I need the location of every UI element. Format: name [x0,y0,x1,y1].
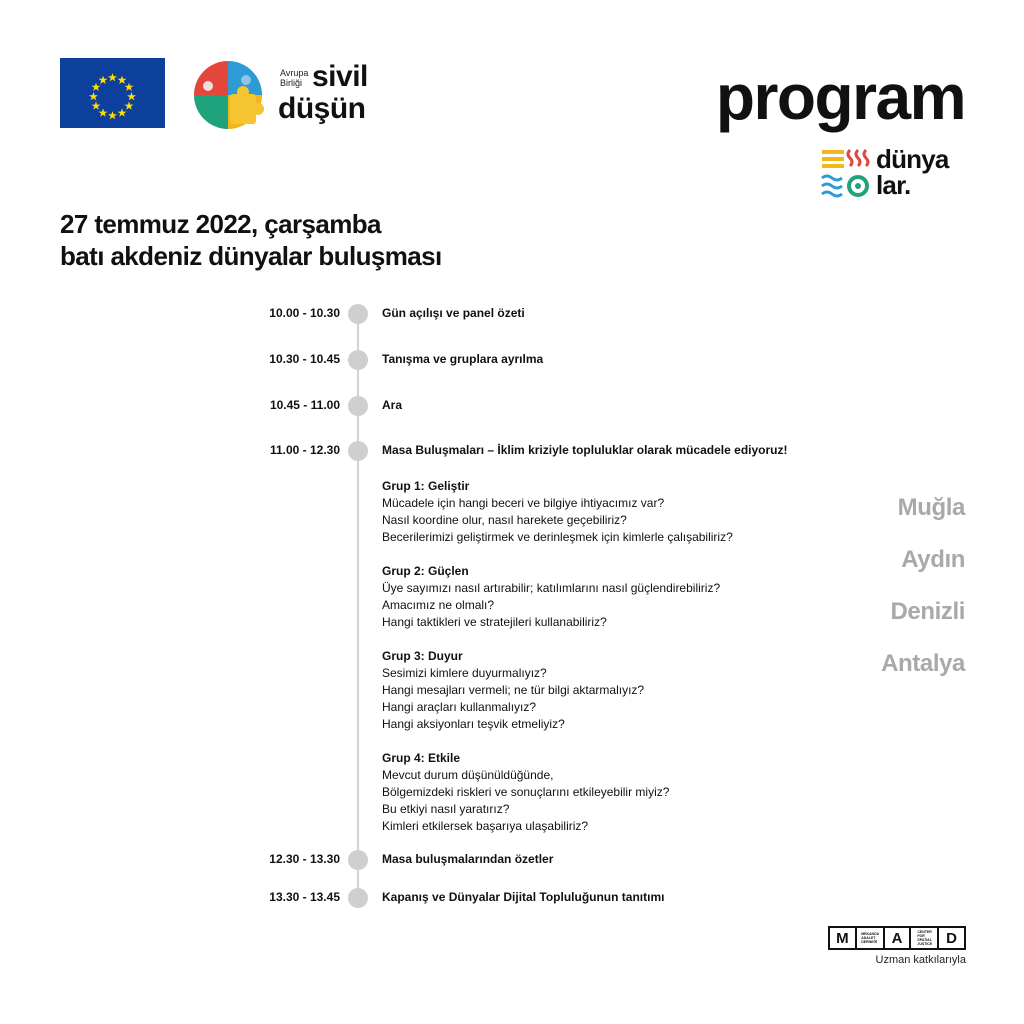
mad-logo [828,926,966,950]
timeline-dot [348,850,368,870]
city-list [800,482,965,690]
group-question: Nasıl koordine olur, nasıl harekete geçebiliriz? [382,513,627,527]
group-title: Grup 4: Etkile [382,751,461,765]
dunyalar-word2: lar. [876,170,911,200]
group-question: Kimleri etkilersek başarıya ulaşabiliriz? [382,819,589,833]
schedule-time: 10.00 - 10.30 [269,306,340,320]
schedule-event: Ara [382,398,403,412]
schedule-time: 10.45 - 11.00 [269,398,340,412]
timeline-dot [348,441,368,461]
schedule-event: Masa Buluşmaları – İklim kriziyle topluluklar olarak mücadele ediyoruz! [382,443,788,457]
page-title: program [715,61,965,133]
sivil-dusun-word2: düşün [278,92,366,125]
city-name: Aydın [901,546,965,573]
group-question: Amacımız ne olmalı? [382,598,495,612]
group-question: Hangi mesajları vermeli; ne tür bilgi aktarmalıyız? [382,683,645,697]
timeline-dot [348,396,368,416]
group-question: Mücadele için hangi beceri ve bilgiye ihtiyacımız var? [382,496,665,510]
schedule-event: Tanışma ve gruplara ayrılma [382,352,544,366]
group-title: Grup 1: Geliştir [382,479,470,493]
mad-letter: D [946,929,957,947]
event-date: 27 temmuz 2022, çarşamba [60,209,381,239]
group-title: Grup 3: Duyur [382,649,463,663]
mad-letter: A [885,928,912,948]
schedule-event: Masa buluşmalarından özetler [382,852,554,866]
sivil-dusun-subtitle: Avrupa Birliği [280,68,309,88]
dunyalar-word1: dünya [876,144,949,174]
group-question: Sesimizi kimlere duyurmalıyız? [382,666,547,680]
dunyalar-logo-icon [820,146,874,198]
schedule-time: 11.00 - 12.30 [269,443,340,457]
eu-flag-logo [60,58,165,128]
city-name: Antalya [881,650,965,677]
group-question: Hangi aksiyonları teşvik etmeliyiz? [382,717,565,731]
city-name: Muğla [897,494,965,521]
mad-letter: M [830,928,857,948]
sivil-dusun-word1: sivil [312,60,368,93]
puzzle-logo-icon [190,58,268,132]
group-question: Üye sayımızı nasıl artırabilir; katılımlarını nasıl güçlendirebiliriz? [382,581,721,595]
group-question: Mevcut durum düşünüldüğünde, [382,768,554,782]
group-question: Hangi araçları kullanmalıyız? [382,700,537,714]
schedule-event: Kapanış ve Dünyalar Dijital Topluluğunun tanıtımı [382,890,665,904]
city-name: Denizli [890,598,965,625]
schedule-time: 13.30 - 13.45 [269,890,340,904]
mad-caption-right: CENTER FOR SPATIAL JUSTICE [911,928,939,948]
event-name: batı akdeniz dünyalar buluşması [60,241,442,271]
group-question: Bu etkiyi nasıl yaratırız? [382,802,510,816]
group-question: Hangi taktikleri ve stratejileri kullanabiliriz? [382,615,607,629]
timeline-dot [348,350,368,370]
group-item [382,478,842,546]
mad-caption-left: MEKANDA ADALET DERNEĞİ [857,928,885,948]
group-item [382,750,842,835]
group-question: Bölgemizdeki riskleri ve sonuçlarını etkileyebilir miyiz? [382,785,670,799]
event-heading [60,208,442,272]
timeline-dot [348,304,368,324]
group-item [382,648,842,733]
expert-contribution-note: Uzman katkılarıyla [875,954,966,966]
group-list [382,478,842,852]
group-item [382,563,842,631]
schedule-time: 10.30 - 10.45 [269,352,340,366]
schedule-time: 12.30 - 13.30 [269,852,340,866]
timeline-dot [348,888,368,908]
group-question: Becerilerimizi geliştirmek ve derinleşmek için kimlerle çalışabiliriz? [382,530,733,544]
group-title: Grup 2: Güçlen [382,564,469,578]
schedule-event: Gün açılışı ve panel özeti [382,306,525,320]
eu-stars-icon [60,58,165,128]
